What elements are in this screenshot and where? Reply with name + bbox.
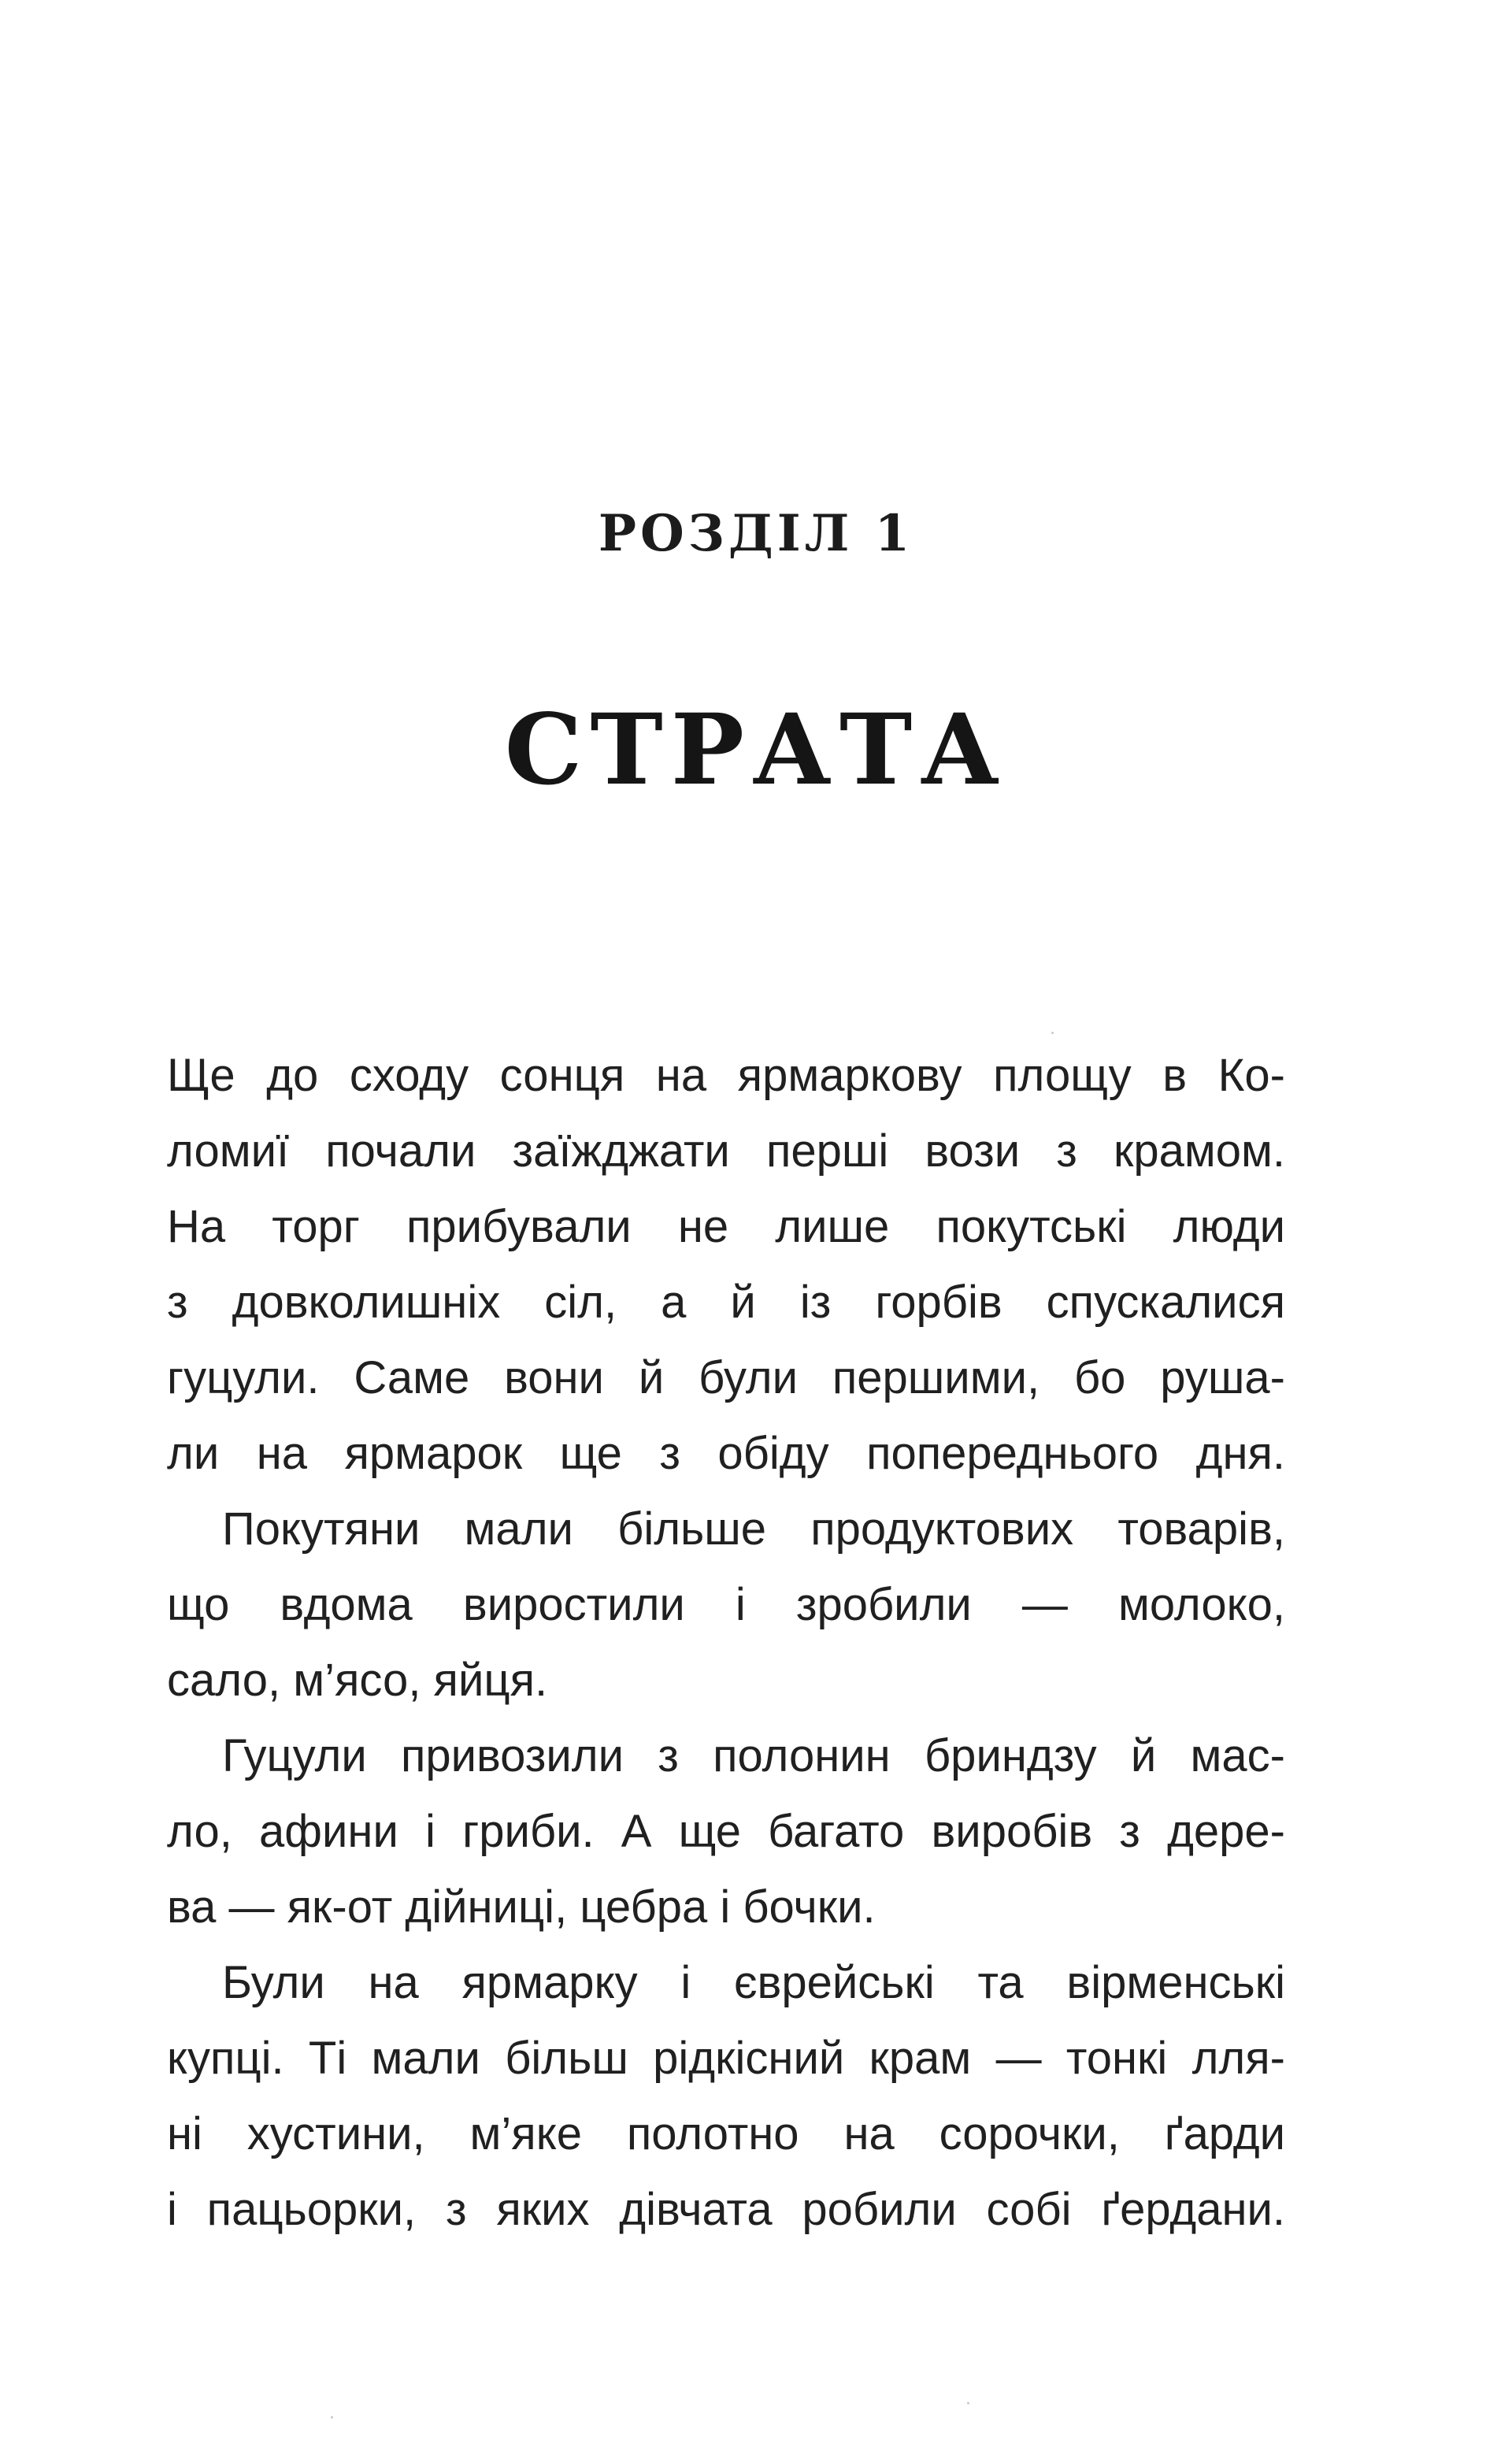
text-line: ли на ярмарок ще з обіду попереднього дня. bbox=[167, 1428, 1285, 1479]
text-line: Покутяни мали більше продуктових товарів, bbox=[222, 1503, 1285, 1555]
paragraph bbox=[167, 1492, 1285, 1718]
chapter-label: РОЗДІЛ 1 bbox=[598, 504, 914, 563]
chapter-title: СТРАТА bbox=[504, 693, 1008, 807]
scan-speck bbox=[331, 2416, 333, 2419]
text-line: ло, афини і гриби. А ще багато виробів з дере- bbox=[167, 1806, 1285, 1857]
text-line: Були на ярмарку і єврейські та вірменські bbox=[222, 1957, 1285, 2008]
text-line: і пацьорки, з яких дівчата робили собі ґердани. bbox=[167, 2184, 1285, 2235]
paragraph bbox=[167, 1718, 1285, 1945]
scan-speck bbox=[1051, 1032, 1054, 1034]
text-line: Гуцули привозили з полонин бриндзу й мас- bbox=[222, 1730, 1285, 1781]
text-line: Ще до сходу сонця на ярмаркову площу в Ко- bbox=[167, 1050, 1285, 1101]
text-line: На торг прибували не лише покутські люди bbox=[167, 1201, 1285, 1252]
text-line: з довколишніх сіл, а й із горбів спускалися bbox=[167, 1277, 1285, 1328]
paragraph bbox=[167, 1945, 1285, 2248]
text-line: що вдома виростили і зробили — молоко, bbox=[167, 1579, 1285, 1630]
scan-speck bbox=[967, 2402, 969, 2404]
text-line: ломиї почали заїжджати перші вози з крамом. bbox=[167, 1125, 1285, 1177]
text-line: гуцули. Саме вони й були першими, бо руша- bbox=[167, 1352, 1285, 1403]
text-line: ва — як-от дійниці, цебра і бочки. bbox=[167, 1881, 876, 1933]
text-line: купці. Ті мали більш рідкісний крам — тонкі лля- bbox=[167, 2033, 1285, 2084]
text-line: ні хустини, м’яке полотно на сорочки, ґарди bbox=[167, 2108, 1285, 2159]
chapter-body bbox=[167, 1038, 1285, 2248]
text-line: сало, м’ясо, яйця. bbox=[167, 1655, 548, 1706]
paragraph bbox=[167, 1038, 1285, 1492]
